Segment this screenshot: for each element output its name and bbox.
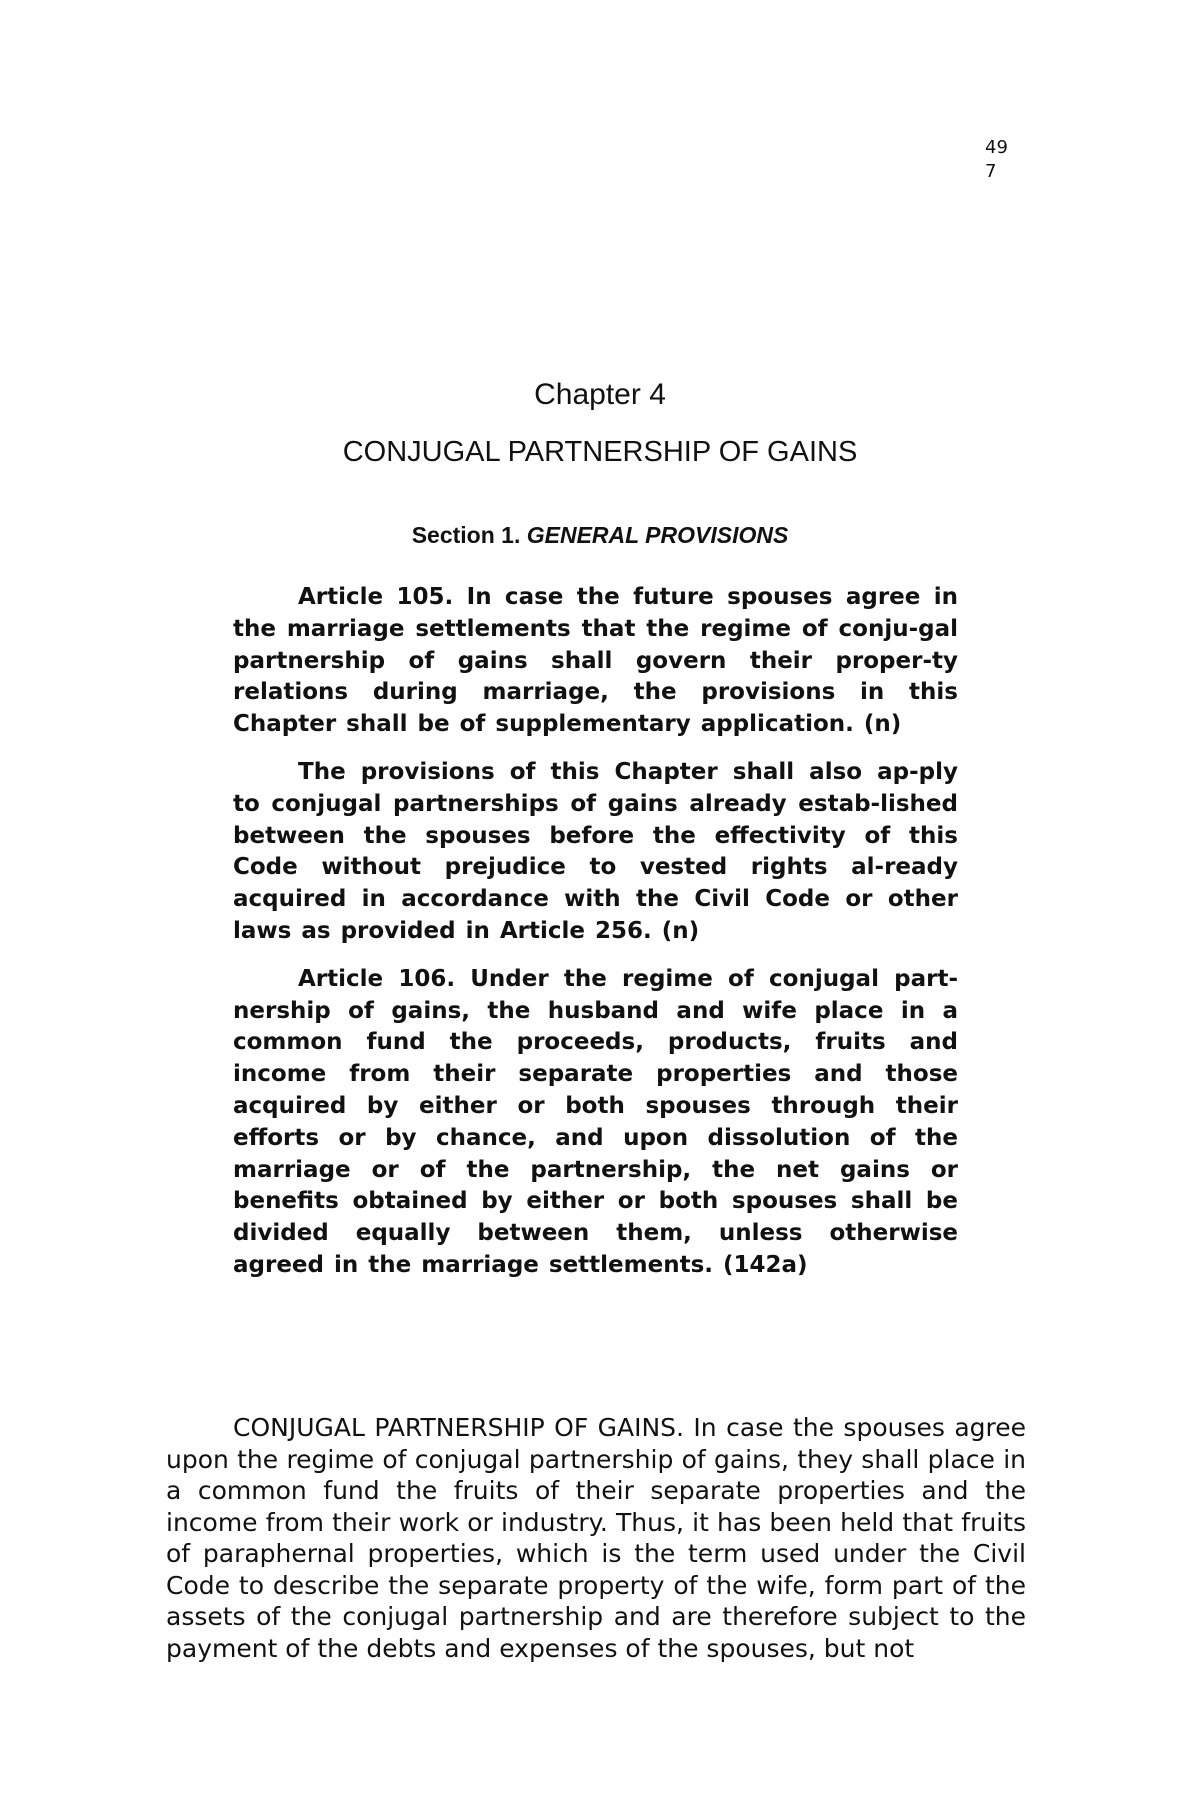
page-number xyxy=(985,136,1025,184)
articles-block xyxy=(233,582,958,1298)
section-label: Section 1. xyxy=(411,522,521,548)
section-heading xyxy=(0,522,1200,549)
page-number-line-2: 7 xyxy=(985,161,997,182)
article-105-second-paragraph: The provisions of this Chapter shall also ap-ply to conjugal partnerships of gains already estab-lished between the spouses before the effectivity of this Code without prejudice to vested rights al-ready acquired in accordance with the Civil Code or other laws as provided in Article 256. (n) xyxy=(233,758,958,944)
article-106-paragraph: Article 106. Under the regime of conjugal part-nership of gains, the husband and wife place in a common fund the proceeds, products, fruits and income from their separate properties and those acquired by either or both spouses through their efforts or by chance, and upon dissolution of the marriage or of the partnership, the net gains or benefits obtained by either or both spouses shall be divided equally between them, unless otherwise agreed in the marriage settlements. (142a) xyxy=(233,965,958,1278)
chapter-subtitle: CONJUGAL PARTNERSHIP OF GAINS xyxy=(342,436,858,468)
article-105-paragraph: Article 105. In case the future spouses agree in the marriage settlements that the regime of conju-gal partnership of gains shall govern their proper-ty relations during marriage, the provisions in this Chapter shall be of supplementary application. (n) xyxy=(233,584,958,738)
page-number-line-1: 49 xyxy=(985,137,1008,158)
chapter-title: Chapter 4 xyxy=(534,378,666,411)
section-name: GENERAL PROVISIONS xyxy=(526,522,789,548)
commentary-paragraph: CONJUGAL PARTNERSHIP OF GAINS. In case the spouses agree upon the regime of conjugal partnership of gains, they shall place in a common fund the fruits of their separate properties and the income from their work or industry. Thus, it has been held that fruits of paraphernal properties, which is the term used under the Civil Code to describe the separate property of the wife, form part of the assets of the conjugal partnership and are therefore subject to the payment of the debts and expenses of the spouses, but not xyxy=(166,1413,1026,1663)
